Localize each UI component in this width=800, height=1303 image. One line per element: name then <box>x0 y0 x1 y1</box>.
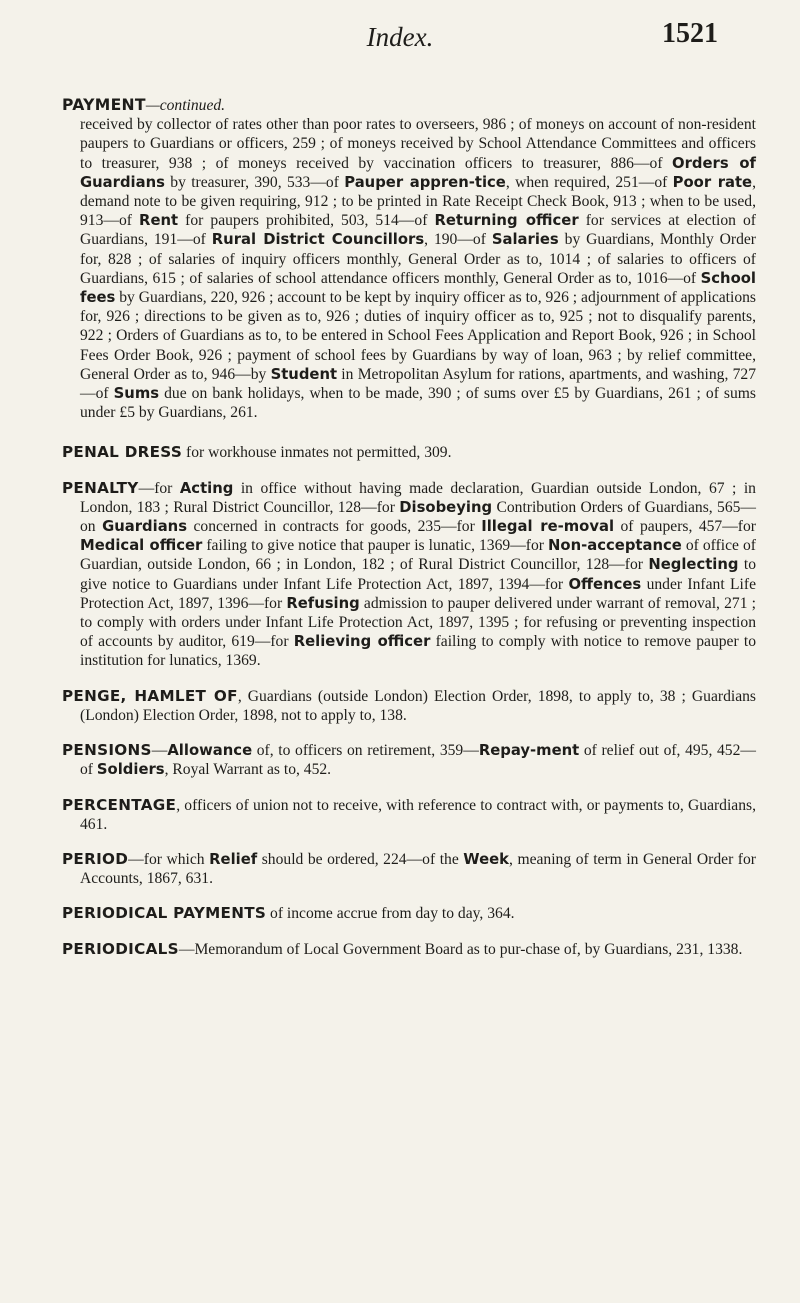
index-entry-payment <box>62 96 756 422</box>
entry-text: , Guardians (outside London) Election Order, 1898, to apply to, 38 ; Guardians (London) Election Order, 1898, not to apply to, 138. <box>80 687 756 724</box>
entry-text: for workhouse inmates not permitted, 309. <box>182 444 452 462</box>
subentry-keyword: Non-acceptance <box>548 537 682 555</box>
index-entry-periodicals <box>62 940 756 959</box>
subentry-keyword: Relief <box>209 850 258 868</box>
index-entry-periodical-payments <box>62 904 756 923</box>
entry-text: for paupers prohibited, 503, 514—of <box>178 212 435 230</box>
subentry-keyword: Returning officer <box>434 212 579 230</box>
continued-marker: —continued. <box>145 97 226 114</box>
entry-text: to give notice to Guardians under Infant Life Protection Act, 1897, 1394—for <box>80 556 757 593</box>
entry-text: , 190—of <box>424 231 492 249</box>
subentry-keyword: Student <box>270 365 338 383</box>
subentry-keyword: Offences <box>568 575 642 593</box>
entry-text: due on bank holidays, when to be made, 390 ; of sums over £5 by Guardians, 261 ; of sums under £5 by Guardians, 261. <box>80 385 756 422</box>
entry-text: , meaning of term in General Order for Accounts, 1867, 631. <box>80 850 756 888</box>
index-entry-penge <box>62 687 756 725</box>
entry-text: Contribution Orders of Guardians, 565—on <box>80 498 757 536</box>
entry-headword: PERIOD <box>62 849 129 868</box>
entry-text: failing to comply with notice to remove pauper to institution for lunatics, 1369. <box>80 633 756 670</box>
entry-headword: PENGE, HAMLET OF <box>62 686 238 705</box>
entry-text: —for <box>138 479 180 497</box>
subentry-keyword: Rural District Councillors <box>211 231 425 249</box>
entry-text: received by collector of rates other than poor rates to overseers, 986 ; of moneys on account of non-resident paupers to Guardians or officers, 259 ; of moneys received by School Attendance Committees and officers to treasurer, 938 ; of moneys received by vaccination officers to treasurer, 886—of <box>80 116 756 172</box>
index-entry-percentage <box>62 796 756 834</box>
index-entry-period <box>62 850 756 888</box>
index-entry-penal-dress <box>62 443 756 462</box>
entry-headword: PENAL DRESS <box>62 443 183 462</box>
entry-text: of, to officers on retirement, 359— <box>252 742 479 760</box>
entry-headword: PENALTY <box>62 478 139 497</box>
subentry-keyword: Soldiers <box>96 761 165 779</box>
entry-text: of office of Guardian, outside London, 66 ; in London, 182 ; of Rural District Councillor, 128—for <box>80 537 756 574</box>
subentry-keyword: Poor rate <box>672 173 753 191</box>
subentry-keyword: Week <box>463 850 510 868</box>
entry-text: of paupers, 457—for <box>614 518 756 536</box>
entry-text: —Memorandum of Local Government Board as to pur-chase of, by Guardians, 231, 1338. <box>178 940 743 958</box>
entry-text: failing to give notice that pauper is lunatic, 1369—for <box>202 537 549 555</box>
entry-headword: PERIODICALS <box>62 939 179 958</box>
entry-text: of relief out of, 495, 452—of <box>80 742 756 779</box>
subentry-keyword: Orders of Guardians <box>80 154 756 191</box>
entry-text: , officers of union not to receive, with reference to contract with, or payments to, Guardians, 461. <box>80 796 756 833</box>
index-entry-penalty <box>62 479 756 671</box>
entry-text: by Guardians, 220, 926 ; account to be kept by inquiry officer as to, 926 ; adjournment of applications for, 926 ; directions to be given as to, 926 ; duties of inquiry officer as to, 925 ; not to disqualify parents, 922 ; Orders of Guardians as to, to be entered in School Fees Application and Report Book, 926 ; in School Fees Order Book, 926 ; payment of school fees by Guardians by way of loan, 963 ; by relief committee, General Order as to, 946—by <box>80 289 756 383</box>
entry-text: by treasurer, 390, 533—of <box>164 173 345 191</box>
entry-text: by Guardians, Monthly Order for, 828 ; of salaries of inquiry officers monthly, General Order as to, 1014 ; of salaries to officers of Guardians, 615 ; of salaries of school attendance officers monthly, General Order as to, 1016—of <box>80 231 757 287</box>
subentry-keyword: Rent <box>139 212 179 230</box>
entry-text: — <box>151 742 168 760</box>
subentry-keyword: Neglecting <box>648 556 739 574</box>
entry-text: , when required, 251—of <box>505 173 673 191</box>
subentry-keyword: Pauper appren-tice <box>344 173 506 191</box>
entry-text: in Metropolitan Asylum for rations, apartments, and washing, 727—of <box>80 365 756 403</box>
subentry-keyword: Relieving officer <box>293 633 431 651</box>
page-number: 1521 <box>662 18 718 49</box>
subentry-keyword: Refusing <box>286 594 360 612</box>
entry-text: for services at election of Guardians, 191—of <box>80 212 757 249</box>
subentry-keyword: Repay-ment <box>478 742 580 760</box>
subentry-keyword: Acting <box>179 479 234 497</box>
entry-headword: PERCENTAGE <box>62 795 177 814</box>
entry-text: admission to pauper delivered under warrant of removal, 271 ; to comply with orders under Infant Life Protection Act, 1897, 1395 ; for refusing or preventing inspection of accounts by auditor, 619—for <box>80 594 756 651</box>
entry-text: , Royal Warrant as to, 452. <box>164 761 332 779</box>
entry-headword: PAYMENT <box>62 96 146 114</box>
subentry-keyword: Sums <box>113 385 160 403</box>
entry-headword: PERIODICAL PAYMENTS <box>62 904 267 923</box>
entry-text: should be ordered, 224—of the <box>257 850 464 868</box>
subentry-keyword: Allowance <box>167 742 253 760</box>
entry-text: concerned in contracts for goods, 235—for <box>187 518 482 536</box>
entry-text: in office without having made declaration, Guardian outside London, 67 ; in London, 183 ; Rural District Councillor, 128—for <box>80 479 756 516</box>
subentry-keyword: Salaries <box>491 231 559 249</box>
running-title: Index. <box>366 22 434 52</box>
entry-headword: PENSIONS <box>62 741 152 760</box>
subentry-keyword: School fees <box>80 269 756 307</box>
subentry-keyword: Medical officer <box>80 537 203 555</box>
entry-text: of income accrue from day to day, 364. <box>266 905 515 923</box>
entry-text: under Infant Life Protection Act, 1897, 1396—for <box>80 575 756 612</box>
index-content <box>62 96 756 975</box>
subentry-keyword: Illegal re-moval <box>481 518 615 536</box>
entry-text: —for which <box>128 850 210 868</box>
subentry-keyword: Disobeying <box>399 498 493 516</box>
entry-text: , demand note to be given requiring, 912 ; to be printed in Rate Receipt Check Book, 913 ; when to be used, 913—of <box>80 173 757 230</box>
subentry-keyword: Guardians <box>102 518 188 536</box>
index-entry-pensions <box>62 741 756 779</box>
